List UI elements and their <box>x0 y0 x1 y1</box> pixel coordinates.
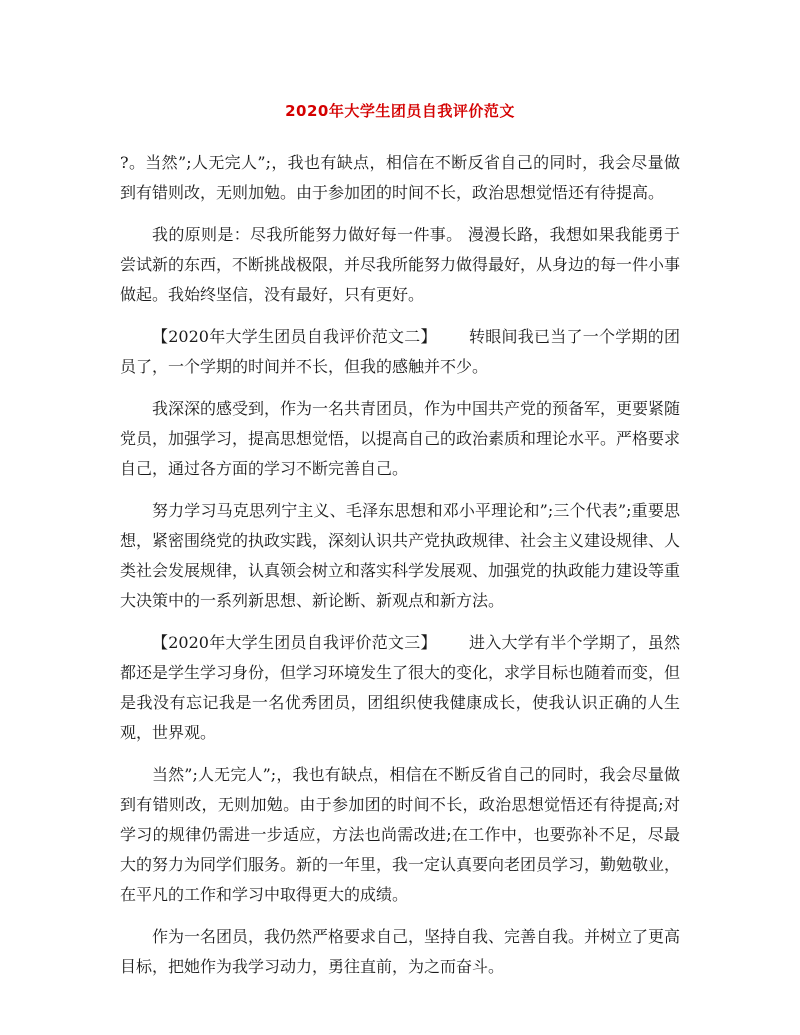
paragraph <box>120 322 680 382</box>
document-title: 2020年大学生团员自我评价范文 <box>285 102 515 120</box>
section-heading: 【2020年大学生团员自我评价范文二】 <box>152 327 437 346</box>
paragraph: 我深深的感受到，作为一名共青团员，作为中国共产党的预备军，更要紧随党员，加强学习，提高思想觉悟，以提高自己的政治素质和理论水平。严格要求自己，通过各方面的学习不断完善自己。 <box>120 399 681 478</box>
paragraph: 努力学习马克思列宁主义、毛泽东思想和邓小平理论和”;三个代表”;重要思想，紧密围绕党的执政实践，深刻认识共产党执政规律、社会主义建设规律、人类社会发展规律，认真领会树立和落实科学发展观、加强党的执政能力建设等重大决策中的一系列新思想、新论断、新观点和新方法。 <box>120 501 681 610</box>
paragraph: ?。当然”;人无完人”;，我也有缺点，相信在不断反省自己的同时，我会尽量做到有错则改，无则加勉。由于参加团的时间不长，政治思想觉悟还有待提高。 <box>120 153 680 202</box>
document-body <box>120 148 680 994</box>
paragraph-text: 进入大学有半个学期了，虽然都还是学生学习身份，但学习环境发生了很大的变化，求学目标也随着而变，但是我没有忘记我是一名优秀团员，团组织使我健康成长，使我认识正确的人生观，世界观。 <box>120 633 681 742</box>
paragraph: 我的原则是：尽我所能努力做好每一件事。 漫漫长路，我想如果我能勇于尝试新的东西，不断挑战极限，并尽我所能努力做得最好，从身边的每一件小事做起。我始终坚信，没有最好，只有更好。 <box>120 225 681 304</box>
paragraph: 作为一名团员，我仍然严格要求自己，坚持自我、完善自我。并树立了更高目标，把她作为我学习动力，勇往直前，为之而奋斗。 <box>120 927 681 976</box>
paragraph <box>120 628 680 748</box>
paragraph-text: 转眼间我已当了一个学期的团员了，一个学期的时间并不长，但我的感触并不少。 <box>120 327 680 376</box>
paragraph: 当然”;人无完人”;，我也有缺点，相信在不断反省自己的同时，我会尽量做到有错则改，无则加勉。由于参加团的时间不长，政治思想觉悟还有待提高;对学习的规律仍需进一步适应，方法也尚需改进;在工作中，也要弥补不足，尽最大的努力为同学们服务。新的一年里，我一定认真要向老团员学习，勤勉敬业，在平凡的工作和学习中取得更大的成绩。 <box>120 765 681 904</box>
section-heading: 【2020年大学生团员自我评价范文三】 <box>152 633 437 652</box>
